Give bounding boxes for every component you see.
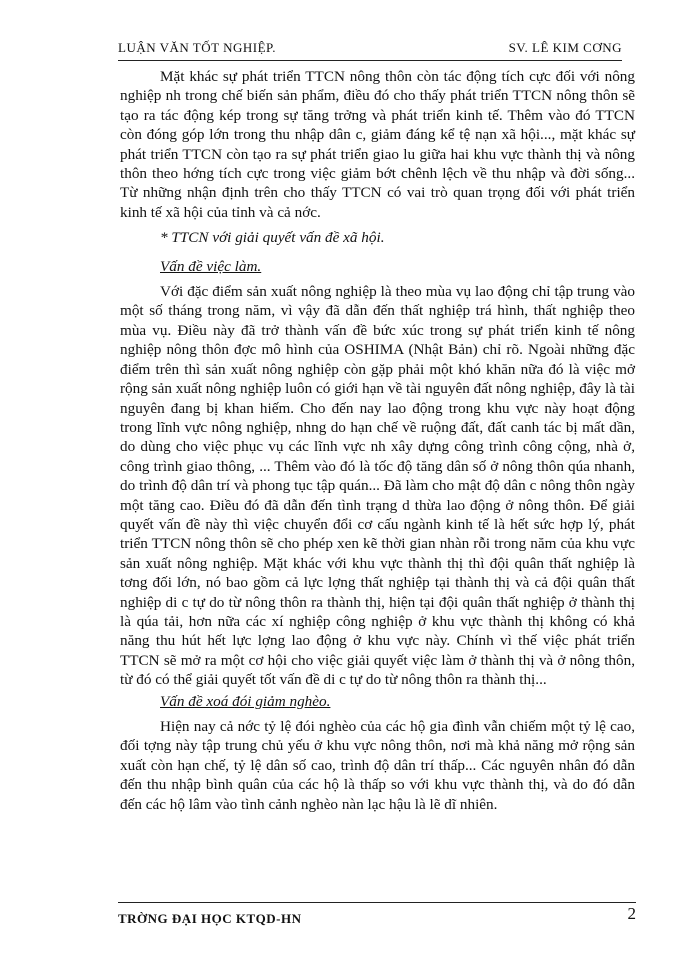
subheading-poverty bbox=[120, 692, 635, 711]
subheading-poverty-text: Vấn đề xoá đói giảm nghèo. bbox=[160, 692, 331, 710]
paragraph-employment: Với đặc điểm sản xuất nông nghiệp là theo mùa vụ lao động chỉ tập trung vào một số tháng trong năm, vì vậy đã dẫn đến thất nghiệp trá hình, thất nghiệp theo mùa vụ. Điều này đã trở thành vấn đề bức xúc trong sự phát triển kinh tế nông nghiệp nông thôn đợc mô hình của OSHIMA (Nhật Bản) chỉ rõ. Ngoài những đặc điểm trên thì sản xuất nông nghiệp còn gặp phải một khó khăn nữa đó là việc mở rộng sản xuất nông nghiệp luôn có giới hạn về tài nguyên đất nông nghiệp, đây là tài nguyên đang bị khan hiếm. Cho đến nay lao động trong khu vực này hoạt động trong lĩnh vực nông nghiệp, nhng do hạn chế về ruộng đất, đất canh tác bị mất dần, do dùng cho việc phục vụ các lĩnh vực nh xây dựng công trình công cộng, nhà ở, công trình giao thông, ... Thêm vào đó là tốc độ tăng dân số ở nông thôn qúa nhanh, do trình độ dân trí và phong tục tập quán... Đã làm cho mật độ dân c nông thôn ngày một tăng cao. Điều đó đã dẫn đến tình trạng d thừa lao động ở nông thôn. Để giải quyết vấn đề này thì việc chuyển đổi cơ cấu ngành kinh tế là hết sức hợp lý, phát triển TTCN nông thôn sẽ cho phép xen kẽ thời gian nhàn rỗi trong năm của khu vực sản xuất nông nghiệp. Mặt khác với khu vực thành thị thì đội quân thất nghiệp là tơng đối lớn, nó bao gồm cả lực lợng thất nghiệp tại thành thị và cả đội quân thất nghiệp di c tự do từ nông thôn ra thành thị, hiện tại đội quân thất nghiệp ở thành thị là qúa tải, hơn nữa các xí nghiệp công nghiệp ở khu vực thành thị không có khả năng thu hút hết lực lợng lao động ở khu vực này. Chính vì thế việc phát triển TTCN sẽ mở ra một cơ hội cho việc giải quyết việc làm ở thành thị và ở nông thôn, từ đó có thể giải quyết tốt vấn đề di c tự do từ nông thôn ra thành thị... bbox=[120, 283, 635, 689]
page-number: 2 bbox=[627, 904, 636, 923]
page-body bbox=[120, 67, 635, 814]
section-heading-social: * TTCN với giải quyết vấn đề xã hội. bbox=[160, 229, 385, 247]
header-title: LUẬN VĂN TỐT NGHIỆP. bbox=[118, 40, 277, 55]
subheading-employment-text: Vấn đề việc làm. bbox=[160, 257, 262, 275]
footer-university: TRỜNG ĐẠI HỌC KTQD-HN bbox=[118, 911, 302, 926]
subheading-employment bbox=[120, 257, 635, 276]
page-header bbox=[118, 38, 622, 61]
header-author: SV. LÊ KIM CƠNG bbox=[508, 40, 622, 55]
paragraph-ttcn-impact: Mặt khác sự phát triển TTCN nông thôn còn tác động tích cực đối với nông nghiệp nh trong chế biến sản phẩm, điều đó cho thấy phát triển TTCN nông thôn sẽ tạo ra tác động kép trong sự tăng trởng và phát triển kinh tế. Thêm vào đó TTCN còn đóng góp lớn trong thu nhập dân c, giảm đáng kể tệ nạn xã hội..., mặt khác sự phát triển TTCN còn tạo ra sự phát triển giao lu giữa hai khu vực thành thị và nông thôn theo hớng tích cực trong việc giảm bớt chênh lệch về thu nhập và đời sống... Từ những nhận định trên cho thấy TTCN có vai trò quan trọng đối với phát triển kinh tế xã hội của tỉnh và cả nớc. bbox=[120, 68, 635, 221]
paragraph-poverty: Hiện nay cả nớc tỷ lệ đói nghèo của các hộ gia đình vẫn chiếm một tỷ lệ cao, đối tợng này tập trung chủ yếu ở khu vực nông thôn, nơi mà khả năng mở rộng sản xuất còn hạn chế, tỷ lệ dân số cao, trình độ dân trí thấp... Các nguyên nhân đó dẫn đến thu nhập bình quân của các hộ là thấp so với khu vực thành thị, và do đó dẫn đến các hộ lâm vào tình cảnh nghèo nàn lạc hậu là lẽ dĩ nhiên. bbox=[120, 718, 635, 813]
page-footer bbox=[118, 902, 636, 925]
